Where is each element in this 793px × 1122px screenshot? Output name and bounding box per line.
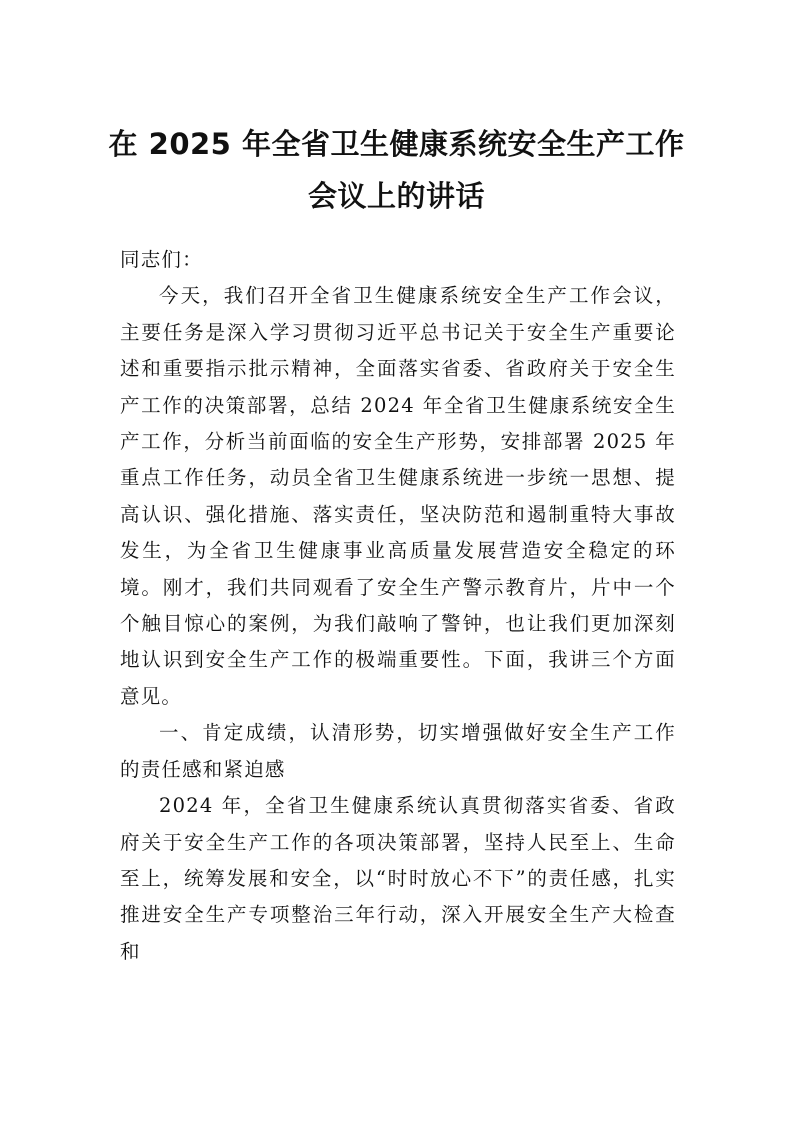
title-line-1: 在 2025 年全省卫生健康系统安全生产工作 [108,127,685,161]
section-heading-1: 一、肯定成绩，认清形势，切实增强做好安全生产工作的责任感和紧迫感 [120,721,676,781]
salutation: 同志们： [120,248,203,271]
paragraph-2024-review: 2024 年，全省卫生健康系统认真贯彻落实省委、省政府关于安全生产工作的各项决策部署，坚持人民至上、生命至上，统筹发展和安全，以“时时放心不下”的责任感，扎实推进安全生产专项整治三年行动，深入开展安全生产大检查和 [120,794,676,963]
document-title [100,118,693,222]
title-line-2: 会议上的讲话 [307,179,485,213]
document-body [120,242,676,970]
paragraph-intro: 今天，我们召开全省卫生健康系统安全生产工作会议，主要任务是深入学习贯彻习近平总书记关于安全生产重要论述和重要指示批示精神，全面落实省委、省政府关于安全生产工作的决策部署，总结 2024 年全省卫生健康系统安全生产工作，分析当前面临的安全生产形势，安排部署 2025 年重点工作任务，动员全省卫生健康系统进一步统一思想、提高认识、强化措施、落实责任，坚决防范和遏制重特大事故发生，为全省卫生健康事业高质量发展营造安全稳定的环境。刚才，我们共同观看了安全生产警示教育片，片中一个个触目惊心的案例，为我们敲响了警钟，也让我们更加深刻地认识到安全生产工作的极端重要性。下面，我讲三个方面意见。 [120,284,676,708]
